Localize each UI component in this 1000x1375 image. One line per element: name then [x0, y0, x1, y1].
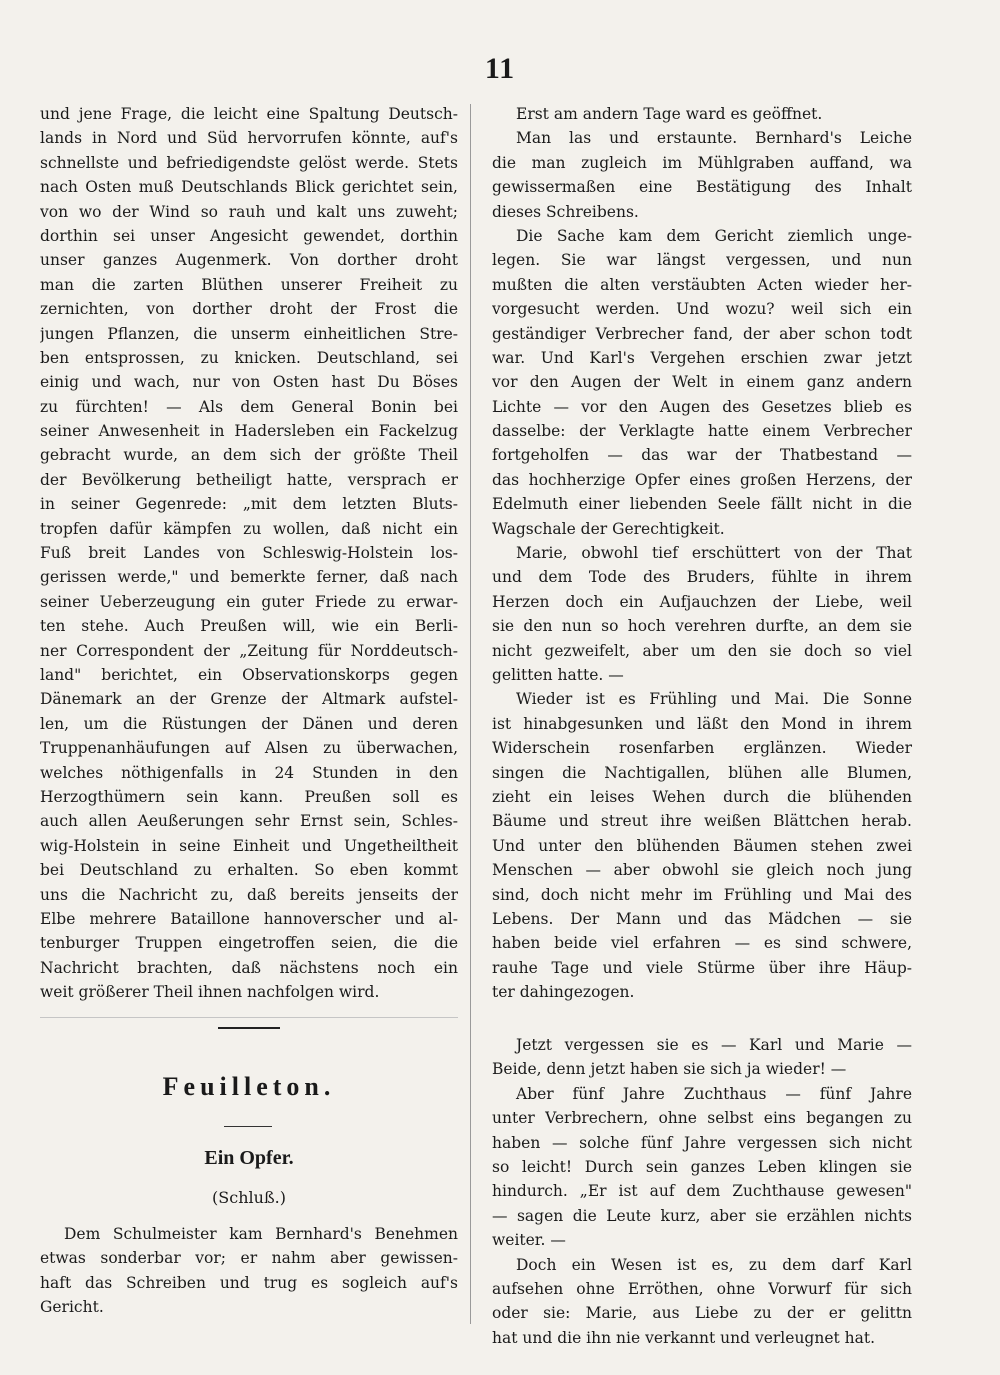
- text-line: gewissermaßen eine Bestätigung des Inhalt: [492, 178, 912, 197]
- text-line: hindurch. „Er ist auf dem Zuchthause gewesen": [492, 1182, 912, 1201]
- text-line: und dem Tode des Bruders, fühlte in ihrem: [492, 568, 912, 587]
- text-line: Menschen — aber obwohl sie gleich noch jung: [492, 861, 912, 880]
- text-line: Dänemark an der Grenze der Altmark aufstel-: [40, 690, 458, 709]
- text-line: Lichte — vor den Augen des Gesetzes blieb es: [492, 397, 912, 416]
- right-column-continued: [492, 1033, 912, 1350]
- text-line: vor den Augen der Welt in einem ganz andern: [492, 373, 912, 392]
- text-line: gebracht wurde, an dem sich der größte Theil: [40, 446, 458, 465]
- text-line: haben — solche fünf Jahre vergessen sich nicht: [492, 1133, 912, 1152]
- text-line: zernichten, von dorther droht der Frost die: [40, 300, 458, 319]
- text-line: Jetzt vergessen sie es — Karl und Marie —: [516, 1036, 912, 1054]
- text-line: unter Verbrechern, ohne selbst eins begangen zu: [492, 1109, 912, 1128]
- text-line: weiter. —: [492, 1231, 566, 1250]
- column-divider: [470, 104, 471, 1324]
- text-line: dorthin sei unser Angesicht gewendet, dorthin: [40, 226, 458, 245]
- text-line: man die zarten Blüthen unserer Freiheit zu: [40, 275, 458, 294]
- section-heading: Feuilleton.: [162, 1072, 336, 1101]
- text-line: von wo der Wind so rauh und kalt uns zuweht;: [40, 202, 458, 221]
- text-line: Aber fünf Jahre Zuchthaus — fünf Jahre: [516, 1084, 912, 1103]
- text-line: weit größerer Theil ihnen nachfolgen wird.: [40, 983, 380, 1002]
- text-line: Lebens. Der Mann und das Mädchen — sie: [492, 909, 912, 928]
- text-line: auch allen Aeußerungen sehr Ernst sein, Schles-: [40, 812, 458, 831]
- text-line: das hochherzige Opfer eines großen Herzens, der: [492, 470, 912, 489]
- text-line: die man zugleich im Mühlgraben auffand, wa: [492, 153, 912, 172]
- text-line: legen. Sie war längst vergessen, und nun: [492, 251, 912, 270]
- text-line: geständiger Verbrecher fand, der aber schon todt: [492, 324, 912, 343]
- right-column: [492, 102, 912, 1004]
- text-line: war. Und Karl's Vergehen erschien zwar jetzt: [492, 348, 912, 367]
- text-line: zieht ein leises Wehen durch die blühenden: [492, 787, 912, 806]
- text-line: Nachricht brachten, daß nächstens noch ein: [40, 958, 458, 977]
- text-line: Edelmuth einer liebenden Seele fällt nicht in die: [492, 495, 912, 514]
- text-line: nicht gezweifelt, aber um den sie doch so viel: [492, 641, 912, 660]
- text-line: seiner Ueberzeugung ein guter Friede zu erwar-: [40, 592, 458, 611]
- text-line: oder sie: Marie, aus Liebe zu der er gelittn: [492, 1304, 912, 1323]
- text-line: tropfen dafür kämpfen zu wollen, daß nicht ein: [40, 519, 458, 538]
- story-note: (Schluß.): [212, 1188, 286, 1207]
- text-line: rauhe Tage und viele Stürme über ihre Häup-: [492, 958, 912, 977]
- heading-rule: [218, 1027, 280, 1029]
- text-line: wig-Holstein in seine Einheit und Ungetheiltheit: [40, 836, 458, 855]
- text-line: Fuß breit Landes von Schleswig-Holstein los-: [40, 544, 458, 563]
- text-line: einig und wach, nur von Osten hast Du Böses: [40, 373, 458, 392]
- text-line: Widerschein rosenfarben erglänzen. Wieder: [492, 739, 912, 758]
- text-line: dasselbe: der Verklagte hatte einem Verbrecher: [492, 422, 912, 441]
- text-line: ist hinabgesunken und läßt den Mond in ihrem: [492, 714, 912, 733]
- text-line: Man las und erstaunte. Bernhard's Leiche: [516, 129, 912, 148]
- text-line: so leicht! Durch sein ganzes Leben klingen sie: [492, 1157, 912, 1176]
- text-line: etwas sonderbar vor; er nahm aber gewissen-: [40, 1249, 458, 1268]
- text-line: vorgesucht werden. Und wozu? weil sich ein: [492, 300, 912, 319]
- text-line: Erst am andern Tage ward es geöffnet.: [516, 105, 823, 123]
- text-line: Doch ein Wesen ist es, zu dem darf Karl: [516, 1255, 912, 1274]
- text-line: sind, doch nicht mehr im Frühling und Mai des: [492, 885, 912, 904]
- text-line: Marie, obwohl tief erschüttert von der That: [516, 544, 912, 563]
- text-line: jungen Pflanzen, die unserm einheitlichen Stre-: [40, 324, 458, 343]
- text-line: zu fürchten! — Als dem General Bonin bei: [40, 397, 458, 416]
- text-line: Herzen doch ein Aufjauchzen der Liebe, weil: [492, 592, 912, 611]
- text-line: Herzogthümern sein kann. Preußen soll es: [40, 787, 458, 806]
- text-line: fortgeholfen — das war der Thatbestand —: [492, 446, 912, 465]
- text-line: gerissen werde," und bemerkte ferner, daß nach: [40, 568, 458, 587]
- story-title: Ein Opfer.: [204, 1147, 294, 1169]
- text-line: unser ganzes Augenmerk. Von dorther droht: [40, 251, 458, 270]
- text-line: ter dahingezogen.: [492, 983, 635, 1002]
- section-divider: [40, 1017, 458, 1018]
- text-line: singen die Nachtigallen, blühen alle Blumen,: [492, 763, 912, 782]
- text-line: hat und die ihn nie verkannt und verleugnet hat.: [492, 1328, 876, 1347]
- text-line: nach Osten muß Deutschlands Blick gerichtet sein,: [40, 178, 458, 197]
- text-line: in seiner Gegenrede: „mit dem letzten Bluts-: [40, 495, 458, 514]
- text-line: welches nöthigenfalls in 24 Stunden in den: [40, 763, 458, 782]
- text-line: Truppenanhäufungen auf Alsen zu überwachen,: [40, 739, 458, 758]
- text-line: — sagen die Leute kurz, aber sie erzählen nichts: [492, 1206, 912, 1225]
- text-line: ben entsprossen, zu knicken. Deutschland, sei: [40, 348, 458, 367]
- title-rule: [224, 1126, 272, 1127]
- left-column: [40, 102, 458, 1004]
- text-line: tenburger Truppen eingetroffen seien, die die: [40, 934, 458, 953]
- text-line: gelitten hatte. —: [492, 665, 624, 684]
- text-line: mußten die alten verstäubten Acten wieder her-: [492, 275, 912, 294]
- text-line: ner Correspondent der „Zeitung für Norddeutsch-: [40, 641, 458, 660]
- text-line: Elbe mehrere Bataillone hannoverscher und al-: [40, 909, 458, 928]
- text-line: Dem Schulmeister kam Bernhard's Benehmen: [64, 1225, 458, 1243]
- text-line: schnellste und befriedigendste gelöst werde. Stets: [40, 153, 458, 172]
- story-text: [40, 1222, 458, 1320]
- text-line: Beide, denn jetzt haben sie sich ja wieder! —: [492, 1060, 847, 1079]
- text-line: und jene Frage, die leicht eine Spaltung Deutsch-: [40, 105, 458, 123]
- text-line: Die Sache kam dem Gericht ziemlich unge-: [516, 226, 912, 245]
- text-line: Wagschale der Gerechtigkeit.: [492, 519, 725, 538]
- text-line: ten stehe. Auch Preußen will, wie ein Berli-: [40, 617, 458, 636]
- text-line: sie den nun so hoch verehren durfte, an dem sie: [492, 617, 912, 636]
- text-line: Wieder ist es Frühling und Mai. Die Sonne: [516, 690, 912, 709]
- page-number: 11: [484, 52, 516, 85]
- text-line: Gericht.: [40, 1298, 104, 1317]
- text-line: len, um die Rüstungen der Dänen und deren: [40, 714, 458, 733]
- text-line: haft das Schreiben und trug es sogleich auf's: [40, 1273, 458, 1292]
- text-line: Und unter den blühenden Bäumen stehen zwei: [492, 836, 912, 855]
- text-line: seiner Anwesenheit in Hadersleben ein Fackelzug: [40, 422, 458, 441]
- text-line: Bäume und streut ihre weißen Blättchen herab.: [492, 812, 912, 831]
- text-line: lands in Nord und Süd hervorrufen könnte, auf's: [40, 129, 458, 148]
- text-line: land" berichtet, ein Observationskorps gegen: [40, 665, 458, 684]
- text-line: haben beide viel erfahren — es sind schwere,: [492, 934, 912, 953]
- text-line: aufsehen ohne Erröthen, ohne Vorwurf für sich: [492, 1279, 912, 1298]
- text-line: der Bevölkerung betheiligt hatte, versprach er: [40, 470, 458, 489]
- text-line: dieses Schreibens.: [492, 202, 639, 221]
- text-line: uns die Nachricht zu, daß bereits jenseits der: [40, 885, 458, 904]
- text-line: bei Deutschland zu erhalten. So eben kommt: [40, 861, 458, 880]
